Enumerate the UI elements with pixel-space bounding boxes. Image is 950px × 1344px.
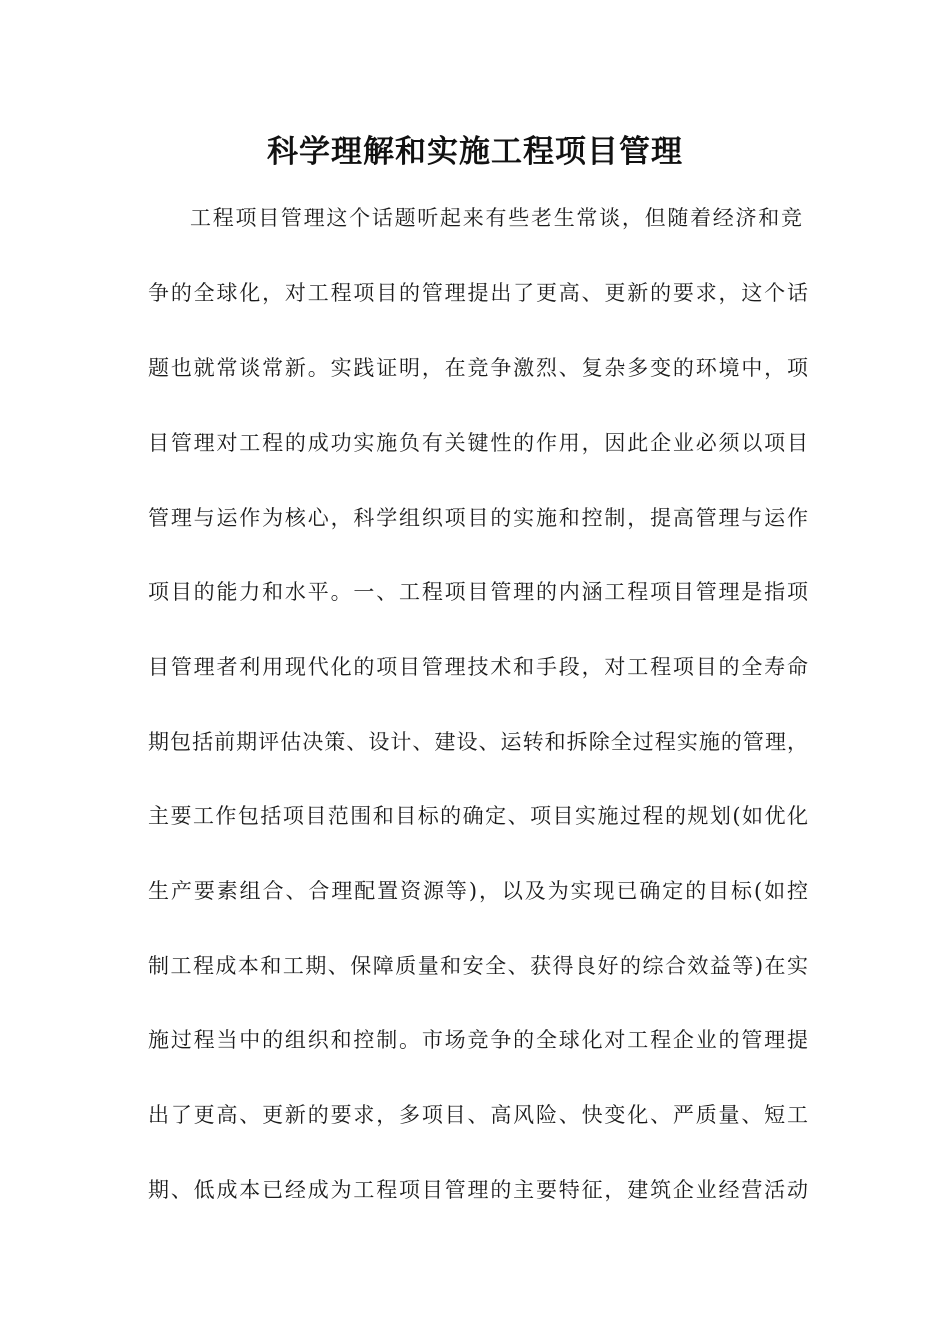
- paragraph-line: 目管理者利用现代化的项目管理技术和手段，对工程项目的全寿命: [148, 655, 808, 679]
- paragraph-line: 期、低成本已经成为工程项目管理的主要特征，建筑企业经营活动: [148, 1178, 808, 1202]
- paragraph-line: 制工程成本和工期、保障质量和安全、获得良好的综合效益等)在实: [148, 954, 808, 978]
- paragraph-line: 期包括前期评估决策、设计、建设、运转和拆除全过程实施的管理，: [148, 730, 808, 754]
- paragraph-line: 主要工作包括项目范围和目标的确定、项目实施过程的规划(如优化: [148, 804, 808, 828]
- paragraph-line: 工程项目管理这个话题听起来有些老生常谈，但随着经济和竞: [190, 206, 802, 230]
- paragraph-line: 生产要素组合、合理配置资源等)，以及为实现已确定的目标(如控: [148, 879, 808, 903]
- paragraph-line: 出了更高、更新的要求，多项目、高风险、快变化、严质量、短工: [148, 1103, 808, 1127]
- paragraph-line: 施过程当中的组织和控制。市场竞争的全球化对工程企业的管理提: [148, 1028, 808, 1052]
- paragraph-line: 争的全球化，对工程项目的管理提出了更高、更新的要求，这个话: [148, 281, 808, 305]
- document-title: 科学理解和实施工程项目管理: [267, 134, 683, 170]
- paragraph-line: 项目的能力和水平。一、工程项目管理的内涵工程项目管理是指项: [148, 580, 808, 604]
- paragraph-line: 目管理对工程的成功实施负有关键性的作用，因此企业必须以项目: [148, 431, 808, 455]
- paragraph-line: 管理与运作为核心，科学组织项目的实施和控制，提高管理与运作: [148, 506, 808, 530]
- paragraph-line: 题也就常谈常新。实践证明，在竞争激烈、复杂多变的环境中，项: [148, 356, 808, 380]
